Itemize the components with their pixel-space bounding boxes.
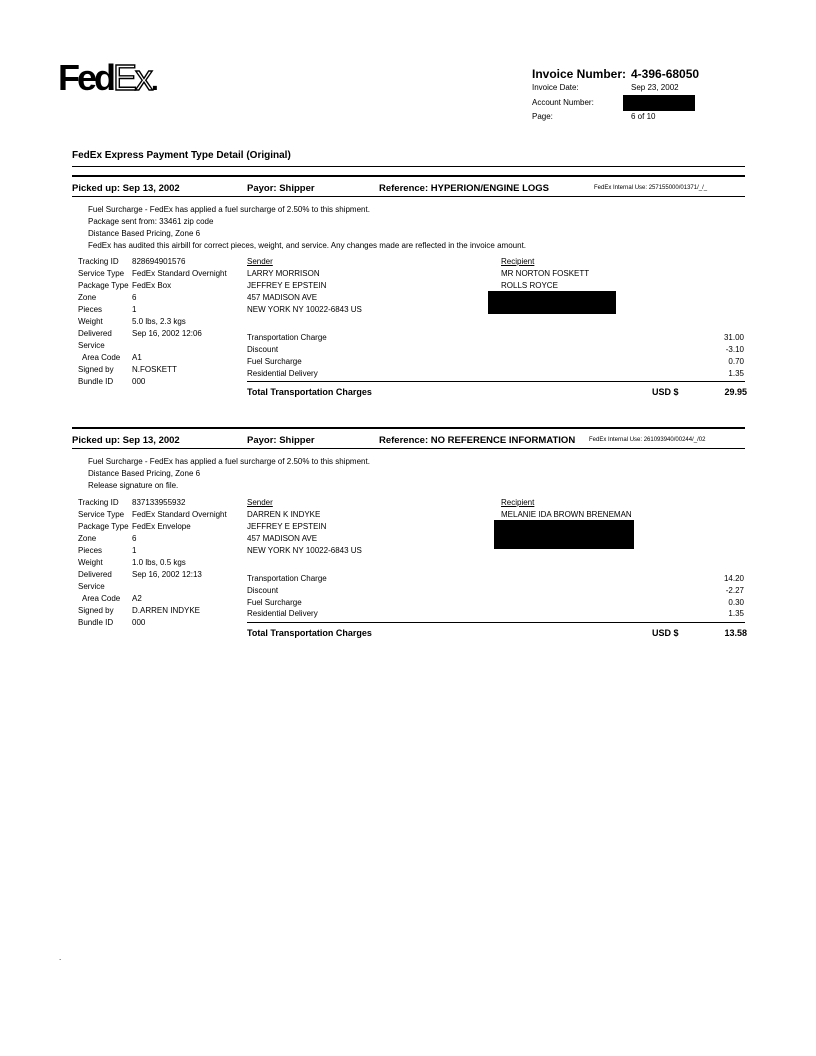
field-label: Zone (78, 534, 97, 543)
sender-line: 457 MADISON AVE (247, 293, 318, 302)
recipient-line: MELANIE IDA BROWN BRENEMAN (501, 510, 632, 519)
field-label: Area Code (78, 353, 121, 362)
charge-amount: -2.27 (725, 586, 744, 595)
recipient-address-redaction (494, 520, 634, 549)
tracking-id: 837133955932 (132, 498, 186, 507)
field-label: Pieces (78, 546, 103, 555)
picked-up-date: Picked up: Sep 13, 2002 (72, 435, 180, 446)
sender-line: NEW YORK NY 10022-6843 US (247, 546, 362, 555)
internal-use: FedEx Internal Use: 257155000/01371/_/_ (594, 185, 708, 191)
divider (72, 427, 745, 429)
weight: 5.0 lbs, 2.3 kgs (132, 317, 186, 326)
footer-mark: . (59, 953, 62, 962)
package-type: FedEx Envelope (132, 522, 191, 531)
charge-amount: 1.35 (728, 369, 744, 378)
charge-label: Residential Delivery (247, 369, 318, 378)
weight: 1.0 lbs, 0.5 kgs (132, 558, 186, 567)
field-label: Delivered (78, 329, 112, 338)
charge-label: Fuel Surcharge (247, 357, 302, 366)
service-type: FedEx Standard Overnight (132, 510, 227, 519)
area-code: A1 (132, 353, 142, 362)
shipment-note: Distance Based Pricing, Zone 6 (88, 229, 201, 238)
delivered: Sep 16, 2002 12:06 (132, 329, 202, 338)
charge-amount: 0.70 (728, 357, 744, 366)
pieces: 1 (132, 546, 137, 555)
invoice-number: 4-396-68050 (631, 67, 700, 81)
total-label: Total Transportation Charges (247, 387, 372, 397)
field-label: Service (78, 582, 105, 591)
field-label: Signed by (78, 365, 114, 374)
recipient-address-redaction (488, 291, 616, 314)
divider (72, 196, 745, 197)
total-label: Total Transportation Charges (247, 628, 372, 638)
page-label: Page: (532, 112, 553, 121)
zone: 6 (132, 293, 137, 302)
payor: Payor: Shipper (247, 435, 315, 446)
field-label: Signed by (78, 606, 114, 615)
bundle-id: 000 (132, 618, 146, 627)
charge-amount: 0.30 (728, 598, 744, 607)
service-type: FedEx Standard Overnight (132, 269, 227, 278)
tracking-id: 828694901576 (132, 257, 186, 266)
charge-label: Fuel Surcharge (247, 598, 302, 607)
package-type: FedEx Box (132, 281, 172, 290)
shipment-note: Fuel Surcharge - FedEx has applied a fuel surcharge of 2.50% to this shipment. (88, 205, 370, 214)
total-amount: 13.58 (724, 628, 747, 638)
divider (247, 622, 745, 623)
divider (72, 448, 745, 449)
sender-heading: Sender (247, 498, 273, 507)
divider (72, 166, 745, 167)
charge-label: Transportation Charge (247, 333, 327, 342)
charge-amount: -3.10 (725, 345, 744, 354)
charge-amount: 14.20 (723, 574, 744, 583)
field-label: Tracking ID (78, 257, 119, 266)
sender-line: JEFFREY E EPSTEIN (247, 281, 327, 290)
field-label: Zone (78, 293, 97, 302)
field-label: Pieces (78, 305, 103, 314)
recipient-heading: Recipient (501, 498, 535, 507)
recipient-heading: Recipient (501, 257, 535, 266)
shipment-note: Fuel Surcharge - FedEx has applied a fuel surcharge of 2.50% to this shipment. (88, 457, 370, 466)
field-label: Delivered (78, 570, 112, 579)
field-label: Service Type (78, 510, 125, 519)
account-number-label: Account Number: (532, 98, 594, 107)
currency: USD $ (652, 387, 679, 397)
field-label: Bundle ID (78, 618, 114, 627)
page-number: 6 of 10 (631, 112, 656, 121)
reference: Reference: HYPERION/ENGINE LOGS (379, 183, 549, 194)
invoice-date-label: Invoice Date: (532, 83, 579, 92)
area-code: A2 (132, 594, 142, 603)
picked-up-date: Picked up: Sep 13, 2002 (72, 183, 180, 194)
bundle-id: 000 (132, 377, 146, 386)
recipient-line: MR NORTON FOSKETT (501, 269, 590, 278)
signed-by: N.FOSKETT (132, 365, 177, 374)
divider (72, 175, 745, 177)
recipient-line: ROLLS ROYCE (501, 281, 558, 290)
charge-label: Discount (247, 345, 279, 354)
charge-amount: 31.00 (723, 333, 744, 342)
field-label: Tracking ID (78, 498, 119, 507)
field-label: Weight (78, 558, 103, 567)
divider (247, 381, 745, 382)
charge-label: Transportation Charge (247, 574, 327, 583)
sender-heading: Sender (247, 257, 273, 266)
section-title: FedEx Express Payment Type Detail (Original) (72, 150, 291, 161)
sender-line: DARREN K INDYKE (247, 510, 321, 519)
shipment-note: Distance Based Pricing, Zone 6 (88, 469, 201, 478)
shipment-note: Release signature on file. (88, 481, 179, 490)
sender-line: LARRY MORRISON (247, 269, 320, 278)
field-label: Service (78, 341, 105, 350)
field-label: Package Type (78, 281, 129, 290)
reference: Reference: NO REFERENCE INFORMATION (379, 435, 576, 446)
field-label: Service Type (78, 269, 125, 278)
charge-label: Discount (247, 586, 279, 595)
shipment-note: FedEx has audited this airbill for correct pieces, weight, and service. Any changes made are reflected in the invoice amount. (88, 241, 527, 250)
account-number-redaction (623, 95, 695, 111)
delivered: Sep 16, 2002 12:13 (132, 570, 202, 579)
zone: 6 (132, 534, 137, 543)
charge-amount: 1.35 (728, 609, 744, 618)
sender-line: JEFFREY E EPSTEIN (247, 522, 327, 531)
currency: USD $ (652, 628, 679, 638)
sender-line: 457 MADISON AVE (247, 534, 318, 543)
invoice-number-label: Invoice Number: (532, 67, 627, 81)
pieces: 1 (132, 305, 137, 314)
field-label: Weight (78, 317, 103, 326)
field-label: Bundle ID (78, 377, 114, 386)
invoice-date: Sep 23, 2002 (631, 83, 679, 92)
sender-line: NEW YORK NY 10022-6843 US (247, 305, 362, 314)
total-amount: 29.95 (724, 387, 747, 397)
internal-use: FedEx Internal Use: 261093940/00244/_/02 (589, 437, 706, 443)
signed-by: D.ARREN INDYKE (132, 606, 201, 615)
shipment-note: Package sent from: 33461 zip code (88, 217, 214, 226)
charge-label: Residential Delivery (247, 609, 318, 618)
field-label: Package Type (78, 522, 129, 531)
payor: Payor: Shipper (247, 183, 315, 194)
fedex-logo: FedEx. (58, 57, 156, 98)
field-label: Area Code (78, 594, 121, 603)
